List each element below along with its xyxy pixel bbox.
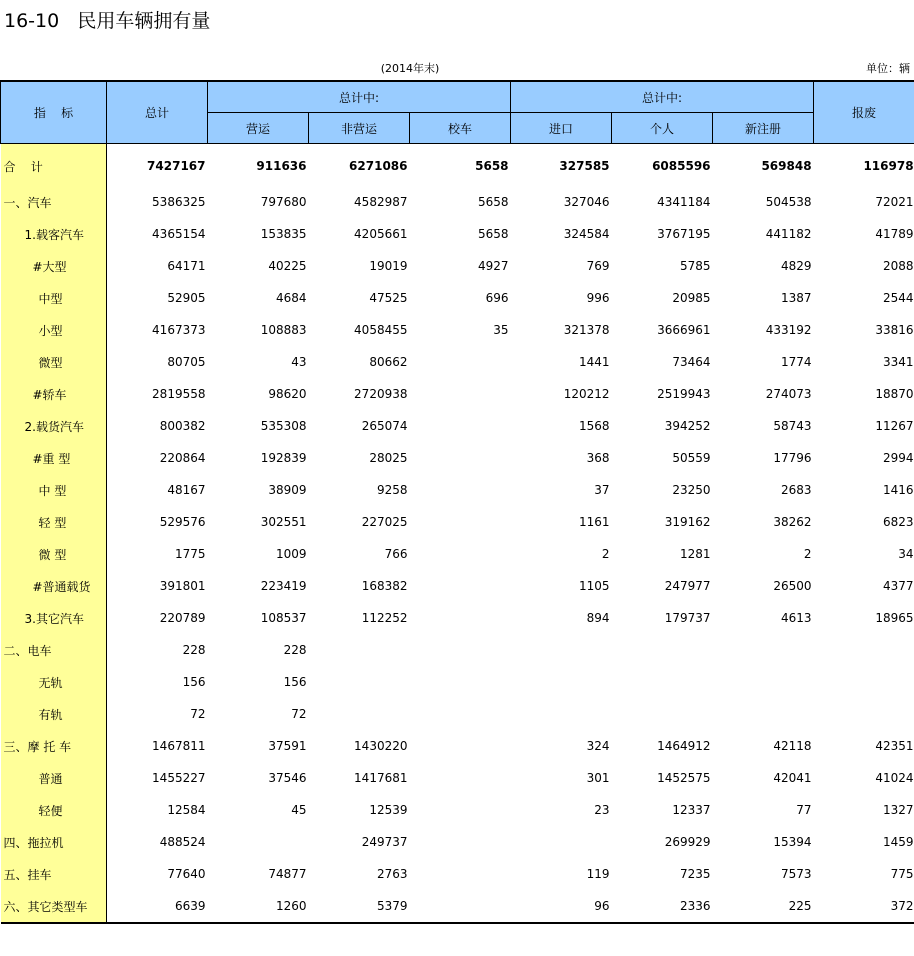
cell-scrap: 775 (890, 867, 914, 881)
table-row (1, 506, 914, 538)
cell-total: 6639 (107, 890, 208, 923)
vehicle-table (0, 80, 914, 924)
cell-non-operating: 28025 (369, 451, 408, 465)
cell-scrap: 34 (898, 547, 914, 561)
cell-imported: 327585 (559, 159, 610, 173)
table-row (1, 666, 914, 698)
cell-imported: 321378 (563, 323, 610, 337)
cell-personal: 269929 (664, 835, 711, 849)
cell-non-operating: 249737 (361, 835, 408, 849)
table-row (1, 890, 914, 923)
cell-total: 529576 (159, 515, 206, 529)
cell-non-operating: 1417681 (354, 771, 408, 785)
cell-non-operating (309, 666, 410, 698)
cell-non-operating: 80662 (369, 355, 408, 369)
cell-operating: 1260 (208, 890, 309, 923)
cell-imported: 301 (586, 771, 610, 785)
cell-school-bus (410, 474, 511, 506)
cell-imported: 327046 (563, 195, 610, 209)
table-row (1, 410, 914, 442)
cell-operating: 37546 (268, 771, 307, 785)
cell-school-bus (410, 410, 511, 442)
table-row (1, 634, 914, 666)
cell-personal (612, 666, 713, 698)
cell-scrap: 1459 (883, 835, 914, 849)
cell-personal: 1281 (679, 547, 711, 561)
cell-scrap: 1327 (883, 803, 914, 817)
cell-new-registered (713, 666, 814, 698)
table-row (1, 144, 914, 187)
header-total: 总计 (107, 81, 208, 144)
cell-imported: 1441 (578, 355, 610, 369)
cell-scrap: 3341 (883, 355, 914, 369)
cell-scrap: 4377 (883, 579, 914, 593)
cell-operating: 153835 (260, 227, 307, 241)
cell-new-registered: 433192 (765, 323, 812, 337)
cell-non-operating: 2720938 (354, 387, 408, 401)
cell-operating: 302551 (260, 515, 307, 529)
cell-operating: 37591 (268, 739, 307, 753)
header-personal: 个人 (612, 113, 713, 144)
cell-non-operating: 112252 (361, 611, 408, 625)
cell-operating: 38909 (268, 483, 307, 497)
cell-school-bus (410, 378, 511, 410)
cell-school-bus (410, 506, 511, 538)
table-row (1, 602, 914, 634)
cell-operating: 108537 (260, 611, 307, 625)
cell-imported: 1161 (578, 515, 610, 529)
cell-imported: 1105 (578, 579, 610, 593)
cell-non-operating: 4205661 (354, 227, 408, 241)
cell-personal: 247977 (664, 579, 711, 593)
table-row (1, 442, 914, 474)
cell-scrap: 2088 (883, 259, 914, 273)
cell-personal: 2336 (612, 890, 713, 923)
row-label: 轻 型 (1, 506, 107, 538)
cell-imported: 324 (586, 739, 610, 753)
cell-school-bus (410, 890, 511, 923)
cell-imported (511, 666, 612, 698)
header-school-bus: 校车 (410, 113, 511, 144)
header-group-2: 总计中: (511, 81, 814, 113)
cell-imported: 769 (586, 259, 610, 273)
cell-operating: 911636 (256, 159, 307, 173)
cell-personal: 73464 (672, 355, 711, 369)
row-label: 中 型 (1, 474, 107, 506)
row-label: 小型 (1, 314, 107, 346)
cell-operating: 74877 (268, 867, 307, 881)
row-label: 合 计 (1, 144, 107, 187)
row-label: 2.载货汽车 (1, 410, 107, 442)
table-row (1, 250, 914, 282)
cell-imported (511, 634, 612, 666)
row-label: 二、电车 (1, 634, 107, 666)
cell-non-operating: 19019 (369, 259, 408, 273)
table-subtitle: (2014年末) (380, 62, 440, 75)
cell-new-registered: 58743 (773, 419, 812, 433)
cell-operating: 72 (291, 707, 307, 721)
row-label: 微 型 (1, 538, 107, 570)
cell-total: 1467811 (152, 739, 206, 753)
cell-school-bus (410, 442, 511, 474)
cell-non-operating: 265074 (361, 419, 408, 433)
table-row (1, 794, 914, 826)
cell-new-registered: 225 (713, 890, 814, 923)
table-row (1, 186, 914, 218)
cell-scrap (814, 698, 914, 730)
cell-school-bus (410, 698, 511, 730)
cell-scrap (814, 666, 914, 698)
cell-total: 77640 (167, 867, 206, 881)
cell-imported: 23 (594, 803, 610, 817)
cell-imported: 2 (601, 547, 610, 561)
cell-total: 72 (190, 707, 206, 721)
cell-personal: 394252 (664, 419, 711, 433)
cell-total: 64171 (167, 259, 206, 273)
cell-total: 7427167 (147, 159, 206, 173)
cell-new-registered: 1774 (781, 355, 812, 369)
cell-imported (511, 698, 612, 730)
cell-scrap: 1416 (883, 483, 914, 497)
header-imported: 进口 (511, 113, 612, 144)
cell-scrap: 18870 (875, 387, 914, 401)
cell-personal: 12337 (672, 803, 711, 817)
cell-non-operating: 9258 (376, 483, 408, 497)
cell-total: 80705 (167, 355, 206, 369)
cell-scrap: 372 (814, 890, 914, 923)
cell-imported: 894 (586, 611, 610, 625)
cell-personal: 23250 (672, 483, 711, 497)
cell-school-bus (410, 570, 511, 602)
cell-non-operating: 12539 (369, 803, 408, 817)
cell-total: 4365154 (152, 227, 206, 241)
cell-school-bus (410, 826, 511, 858)
cell-non-operating: 47525 (369, 291, 408, 305)
cell-school-bus: 5658 (475, 159, 509, 173)
cell-new-registered (713, 698, 814, 730)
cell-non-operating (309, 698, 410, 730)
row-label: 普通 (1, 762, 107, 794)
cell-operating: 40225 (268, 259, 307, 273)
header-group-1: 总计中: (208, 81, 511, 113)
cell-operating: 535308 (260, 419, 307, 433)
cell-total: 48167 (167, 483, 206, 497)
cell-personal: 319162 (664, 515, 711, 529)
cell-new-registered: 1387 (781, 291, 812, 305)
cell-school-bus: 5658 (477, 227, 509, 241)
cell-new-registered: 38262 (773, 515, 812, 529)
cell-operating: 156 (283, 675, 307, 689)
cell-scrap: 2544 (883, 291, 914, 305)
row-label: 三、摩 托 车 (1, 730, 107, 762)
table-row (1, 218, 914, 250)
cell-new-registered (713, 634, 814, 666)
cell-school-bus (410, 762, 511, 794)
cell-total: 220864 (159, 451, 206, 465)
cell-school-bus (410, 346, 511, 378)
cell-school-bus (410, 538, 511, 570)
cell-operating: 797680 (260, 195, 307, 209)
cell-personal: 2519943 (657, 387, 711, 401)
table-row (1, 570, 914, 602)
cell-school-bus (410, 730, 511, 762)
cell-personal: 3666961 (657, 323, 711, 337)
table-row (1, 730, 914, 762)
cell-personal (612, 634, 713, 666)
cell-personal: 4341184 (657, 195, 711, 209)
cell-personal: 1452575 (657, 771, 711, 785)
cell-personal: 179737 (664, 611, 711, 625)
row-label: #大型 (1, 250, 107, 282)
cell-imported: 1568 (578, 419, 610, 433)
table-row (1, 282, 914, 314)
table-row (1, 314, 914, 346)
header-scrap: 报废 (814, 81, 914, 144)
cell-new-registered: 42041 (773, 771, 812, 785)
cell-total: 5386325 (152, 195, 206, 209)
cell-imported (511, 826, 612, 858)
cell-total: 488524 (159, 835, 206, 849)
cell-scrap: 116978 (863, 159, 914, 173)
cell-imported: 120212 (563, 387, 610, 401)
cell-new-registered: 42118 (773, 739, 812, 753)
row-label: #重 型 (1, 442, 107, 474)
cell-new-registered: 274073 (765, 387, 812, 401)
cell-non-operating: 2763 (376, 867, 408, 881)
cell-personal: 50559 (672, 451, 711, 465)
cell-new-registered: 17796 (773, 451, 812, 465)
cell-scrap: 18965 (875, 611, 914, 625)
row-label: #普通载货 (1, 570, 107, 602)
header-indicator: 指 标 (1, 81, 107, 144)
cell-imported: 996 (586, 291, 610, 305)
row-label: 轻便 (1, 794, 107, 826)
cell-new-registered: 4613 (781, 611, 812, 625)
cell-personal: 7235 (679, 867, 711, 881)
cell-non-operating: 4058455 (354, 323, 408, 337)
cell-non-operating: 5379 (309, 890, 410, 923)
cell-total: 220789 (159, 611, 206, 625)
cell-total: 4167373 (152, 323, 206, 337)
cell-imported: 368 (586, 451, 610, 465)
cell-new-registered: 4829 (781, 259, 812, 273)
cell-school-bus: 4927 (477, 259, 509, 273)
row-label: 六、其它类型车 (1, 890, 107, 923)
cell-personal: 3767195 (657, 227, 711, 241)
cell-personal: 6085596 (652, 159, 711, 173)
cell-non-operating: 168382 (361, 579, 408, 593)
cell-total: 1455227 (152, 771, 206, 785)
cell-non-operating: 227025 (361, 515, 408, 529)
cell-operating: 4684 (275, 291, 307, 305)
cell-non-operating (309, 634, 410, 666)
table-row (1, 826, 914, 858)
cell-total: 228 (182, 643, 206, 657)
table-row (1, 346, 914, 378)
cell-scrap: 41789 (875, 227, 914, 241)
cell-total: 2819558 (152, 387, 206, 401)
cell-operating (208, 826, 309, 858)
cell-personal (612, 698, 713, 730)
cell-scrap: 42351 (875, 739, 914, 753)
cell-school-bus: 35 (493, 323, 509, 337)
cell-imported: 96 (511, 890, 612, 923)
cell-school-bus (410, 794, 511, 826)
cell-scrap: 33816 (875, 323, 914, 337)
cell-new-registered: 441182 (765, 227, 812, 241)
row-label: 五、挂车 (1, 858, 107, 890)
cell-imported: 37 (594, 483, 610, 497)
cell-non-operating: 1430220 (354, 739, 408, 753)
cell-school-bus: 5658 (477, 195, 509, 209)
cell-scrap: 72021 (875, 195, 914, 209)
cell-scrap: 41024 (875, 771, 914, 785)
cell-personal: 1464912 (657, 739, 711, 753)
unit-label: 单位：辆 (866, 62, 910, 75)
row-label: 3.其它汽车 (1, 602, 107, 634)
cell-operating: 1009 (275, 547, 307, 561)
cell-non-operating: 766 (384, 547, 408, 561)
cell-total: 391801 (159, 579, 206, 593)
cell-new-registered: 504538 (765, 195, 812, 209)
cell-operating: 228 (283, 643, 307, 657)
cell-operating: 192839 (260, 451, 307, 465)
cell-operating: 43 (291, 355, 307, 369)
row-label: 无轨 (1, 666, 107, 698)
cell-operating: 45 (291, 803, 307, 817)
cell-non-operating: 4582987 (354, 195, 408, 209)
row-label: #轿车 (1, 378, 107, 410)
row-label: 有轨 (1, 698, 107, 730)
row-label: 微型 (1, 346, 107, 378)
table-row (1, 762, 914, 794)
cell-new-registered: 2683 (781, 483, 812, 497)
cell-new-registered: 77 (796, 803, 812, 817)
row-label: 一、汽车 (1, 186, 107, 218)
row-label: 1.载客汽车 (1, 218, 107, 250)
cell-new-registered: 26500 (773, 579, 812, 593)
cell-school-bus (410, 634, 511, 666)
cell-total: 1775 (174, 547, 206, 561)
row-label: 中型 (1, 282, 107, 314)
cell-scrap: 2994 (883, 451, 914, 465)
cell-school-bus (410, 666, 511, 698)
cell-school-bus: 696 (485, 291, 509, 305)
row-label: 四、拖拉机 (1, 826, 107, 858)
cell-imported: 119 (586, 867, 610, 881)
table-row (1, 698, 914, 730)
cell-imported: 324584 (563, 227, 610, 241)
cell-scrap (814, 634, 914, 666)
header-non-operating: 非营运 (309, 113, 410, 144)
header-operating: 营运 (208, 113, 309, 144)
cell-operating: 108883 (260, 323, 307, 337)
cell-total: 800382 (159, 419, 206, 433)
cell-scrap: 6823 (883, 515, 914, 529)
cell-personal: 5785 (679, 259, 711, 273)
cell-new-registered: 2 (803, 547, 812, 561)
cell-new-registered: 569848 (761, 159, 812, 173)
cell-school-bus (410, 602, 511, 634)
header-new-registered: 新注册 (713, 113, 814, 144)
cell-operating: 223419 (260, 579, 307, 593)
cell-total: 156 (182, 675, 206, 689)
page-title: 16-10 民用车辆拥有量 (4, 10, 211, 32)
cell-new-registered: 15394 (773, 835, 812, 849)
cell-non-operating: 6271086 (349, 159, 408, 173)
cell-new-registered: 7573 (781, 867, 812, 881)
table-row (1, 858, 914, 890)
cell-operating: 98620 (268, 387, 307, 401)
table-row (1, 538, 914, 570)
table-header (1, 81, 914, 144)
table-row (1, 474, 914, 506)
table-row (1, 378, 914, 410)
table-body (1, 144, 914, 924)
cell-total: 12584 (167, 803, 206, 817)
cell-personal: 20985 (672, 291, 711, 305)
cell-total: 52905 (167, 291, 206, 305)
cell-school-bus (410, 858, 511, 890)
cell-scrap: 11267 (875, 419, 914, 433)
